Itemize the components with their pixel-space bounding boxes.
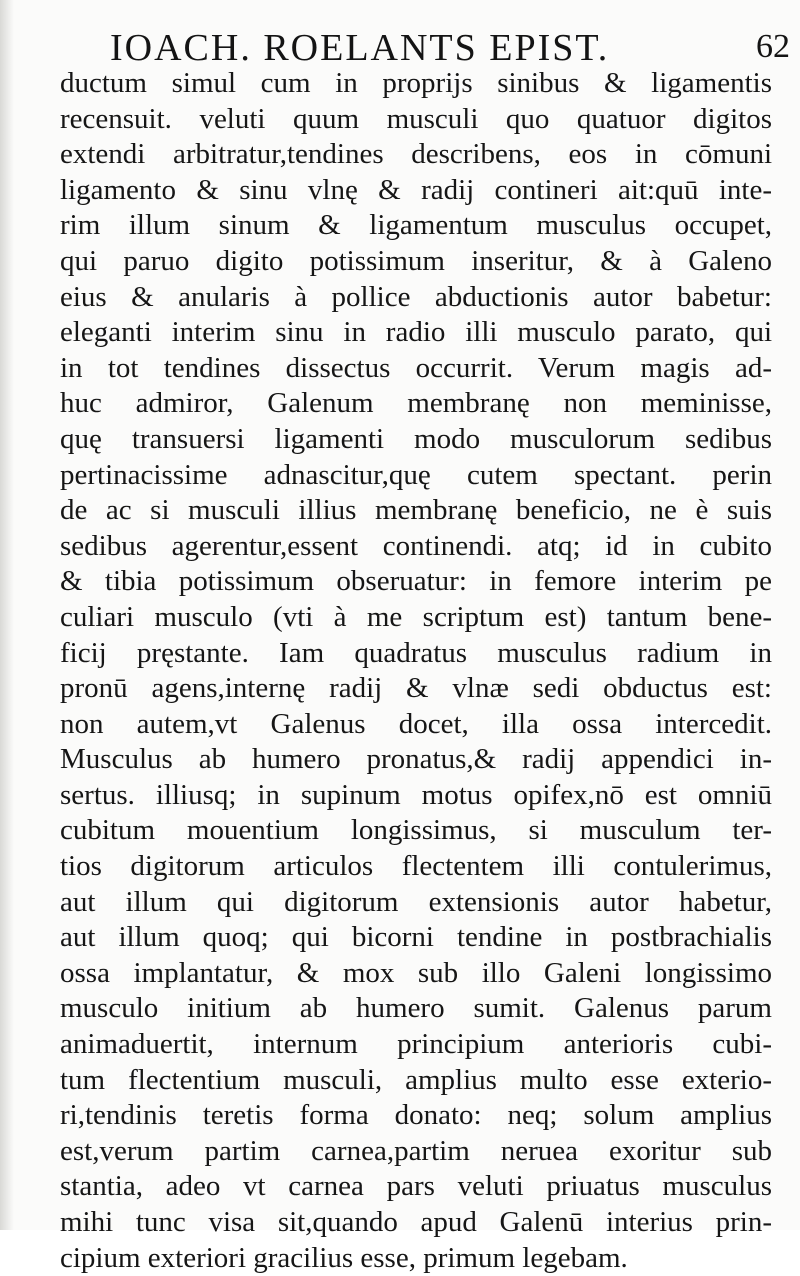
text-line: recensuit. veluti quum musculi quo quatuor digitos — [60, 102, 772, 135]
text-line: ductum simul cum in proprijs sinibus & ligamentis — [60, 67, 772, 99]
text-line: tum flectentium musculi, amplius multo esse exterio- — [60, 1063, 772, 1096]
text-line: aut illum qui digitorum extensionis autor habetur, — [60, 885, 772, 918]
text-line: culiari musculo (vti à me scriptum est) tantum bene- — [60, 600, 772, 633]
gutter-shadow — [0, 0, 14, 1230]
body-text — [60, 66, 772, 1276]
text-line: ficij pręstante. Iam quadratus musculus radium in — [60, 636, 772, 669]
text-line: non autem,vt Galenus docet, illa ossa intercedit. — [60, 707, 772, 740]
text-line: huc admiror, Galenum membranę non meminisse, — [60, 387, 772, 420]
running-head: IOACH. ROELANTS EPIST. — [110, 27, 610, 69]
text-line: cubitum mouentium longissimus, si musculum ter- — [60, 814, 772, 847]
text-line: aut illum quoq; qui bicorni tendine in postbrachialis — [60, 921, 772, 954]
text-line: qui paruo digito potissimum inseritur, & à Galeno — [60, 244, 772, 277]
text-line: rim illum sinum & ligamentum musculus occupet, — [60, 209, 772, 242]
page-header — [96, 22, 796, 70]
text-line: Musculus ab humero pronatus,& radij appendici in- — [60, 743, 772, 776]
text-line: animaduertit, internum principium anterioris cubi- — [60, 1028, 772, 1061]
text-line: pertinacissime adnascitur,quę cutem spectant. perin — [60, 458, 772, 491]
text-line: quę transuersi ligamenti modo musculorum sedibus — [60, 422, 772, 455]
text-line: ossa implantatur, & mox sub illo Galeni longissimo — [60, 956, 772, 989]
text-line: in tot tendines dissectus occurrit. Verum magis ad- — [60, 351, 772, 384]
text-line: & tibia potissimum obseruatur: in femore interim pe — [60, 565, 772, 598]
text-line: est,verum partim carnea,partim neruea exoritur sub — [60, 1134, 772, 1167]
text-line: extendi arbitratur,tendines describens, eos in cōmuni — [60, 138, 772, 171]
text-line: cipium exteriori gracilius esse, primum legebam. — [60, 1241, 628, 1274]
text-line: stantia, adeo vt carnea pars veluti priuatus musculus — [60, 1170, 772, 1203]
text-line: eleganti interim sinu in radio illi musculo parato, qui — [60, 316, 772, 349]
text-line: sedibus agerentur,essent continendi. atq; id in cubito — [60, 529, 772, 562]
text-line: tios digitorum articulos flectentem illi contulerimus, — [60, 850, 772, 883]
text-line: pronū agens,internę radij & vlnæ sedi obductus est: — [60, 672, 772, 705]
text-line: musculo initium ab humero sumit. Galenus parum — [60, 992, 772, 1025]
text-line: eius & anularis à pollice abductionis autor babetur: — [60, 280, 772, 313]
text-line: de ac si musculi illius membranę beneficio, ne è suis — [60, 494, 772, 527]
text-line: sertus. illiusq; in supinum motus opifex,nō est omniū — [60, 778, 772, 811]
text-line: ri,tendinis teretis forma donato: neq; solum amplius — [60, 1099, 772, 1132]
text-line: ligamento & sinu vlnę & radij contineri ait:quū inte- — [60, 173, 772, 206]
page-number: 62 — [756, 28, 790, 65]
text-line: mihi tunc visa sit,quando apud Galenū interius prin- — [60, 1206, 772, 1238]
